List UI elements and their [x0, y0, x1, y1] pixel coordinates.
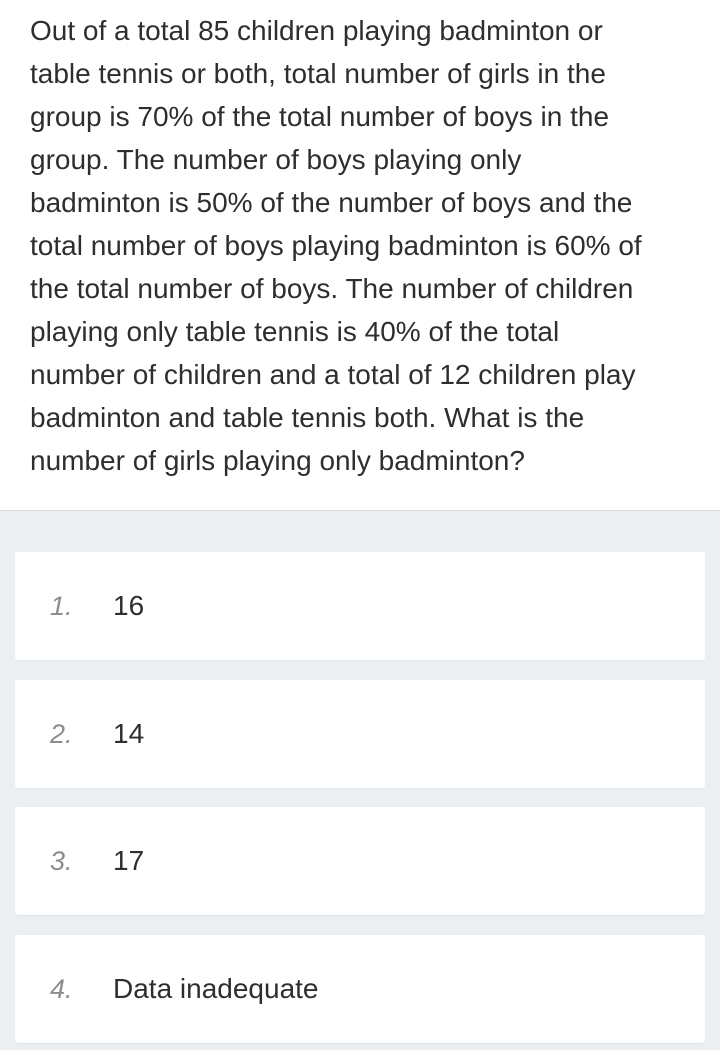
- question-line: badminton is 50% of the number of boys and the: [30, 187, 633, 218]
- option-text: Data inadequate: [113, 973, 319, 1004]
- option-number: 1.: [50, 591, 73, 621]
- option-number: 3.: [50, 846, 73, 876]
- question-line: badminton and table tennis both. What is the: [30, 402, 585, 433]
- answer-option-1[interactable]: [15, 552, 705, 660]
- question-line: total number of boys playing badminton is 60% of: [30, 230, 642, 261]
- option-text: 16: [113, 590, 145, 621]
- question-line: group. The number of boys playing only: [30, 144, 522, 175]
- option-text: 14: [113, 718, 145, 749]
- question-line: number of children and a total of 12 children play: [30, 359, 636, 390]
- question-line: the total number of boys. The number of children: [30, 273, 634, 304]
- question-line: playing only table tennis is 40% of the total: [30, 316, 560, 347]
- answer-option-2[interactable]: [15, 680, 705, 788]
- question-line: number of girls playing only badminton?: [30, 445, 525, 476]
- option-number: 2.: [50, 719, 73, 749]
- answer-option-3[interactable]: [15, 807, 705, 915]
- option-text: 17: [113, 845, 145, 876]
- question-card: [0, 0, 720, 511]
- question-line: group is 70% of the total number of boys in the: [30, 101, 610, 132]
- answer-option-4[interactable]: [15, 935, 705, 1043]
- question-line: Out of a total 85 children playing badminton or: [30, 15, 603, 46]
- question-text: [30, 9, 695, 482]
- question-line: table tennis or both, total number of girls in the: [30, 58, 606, 89]
- option-number: 4.: [50, 974, 73, 1004]
